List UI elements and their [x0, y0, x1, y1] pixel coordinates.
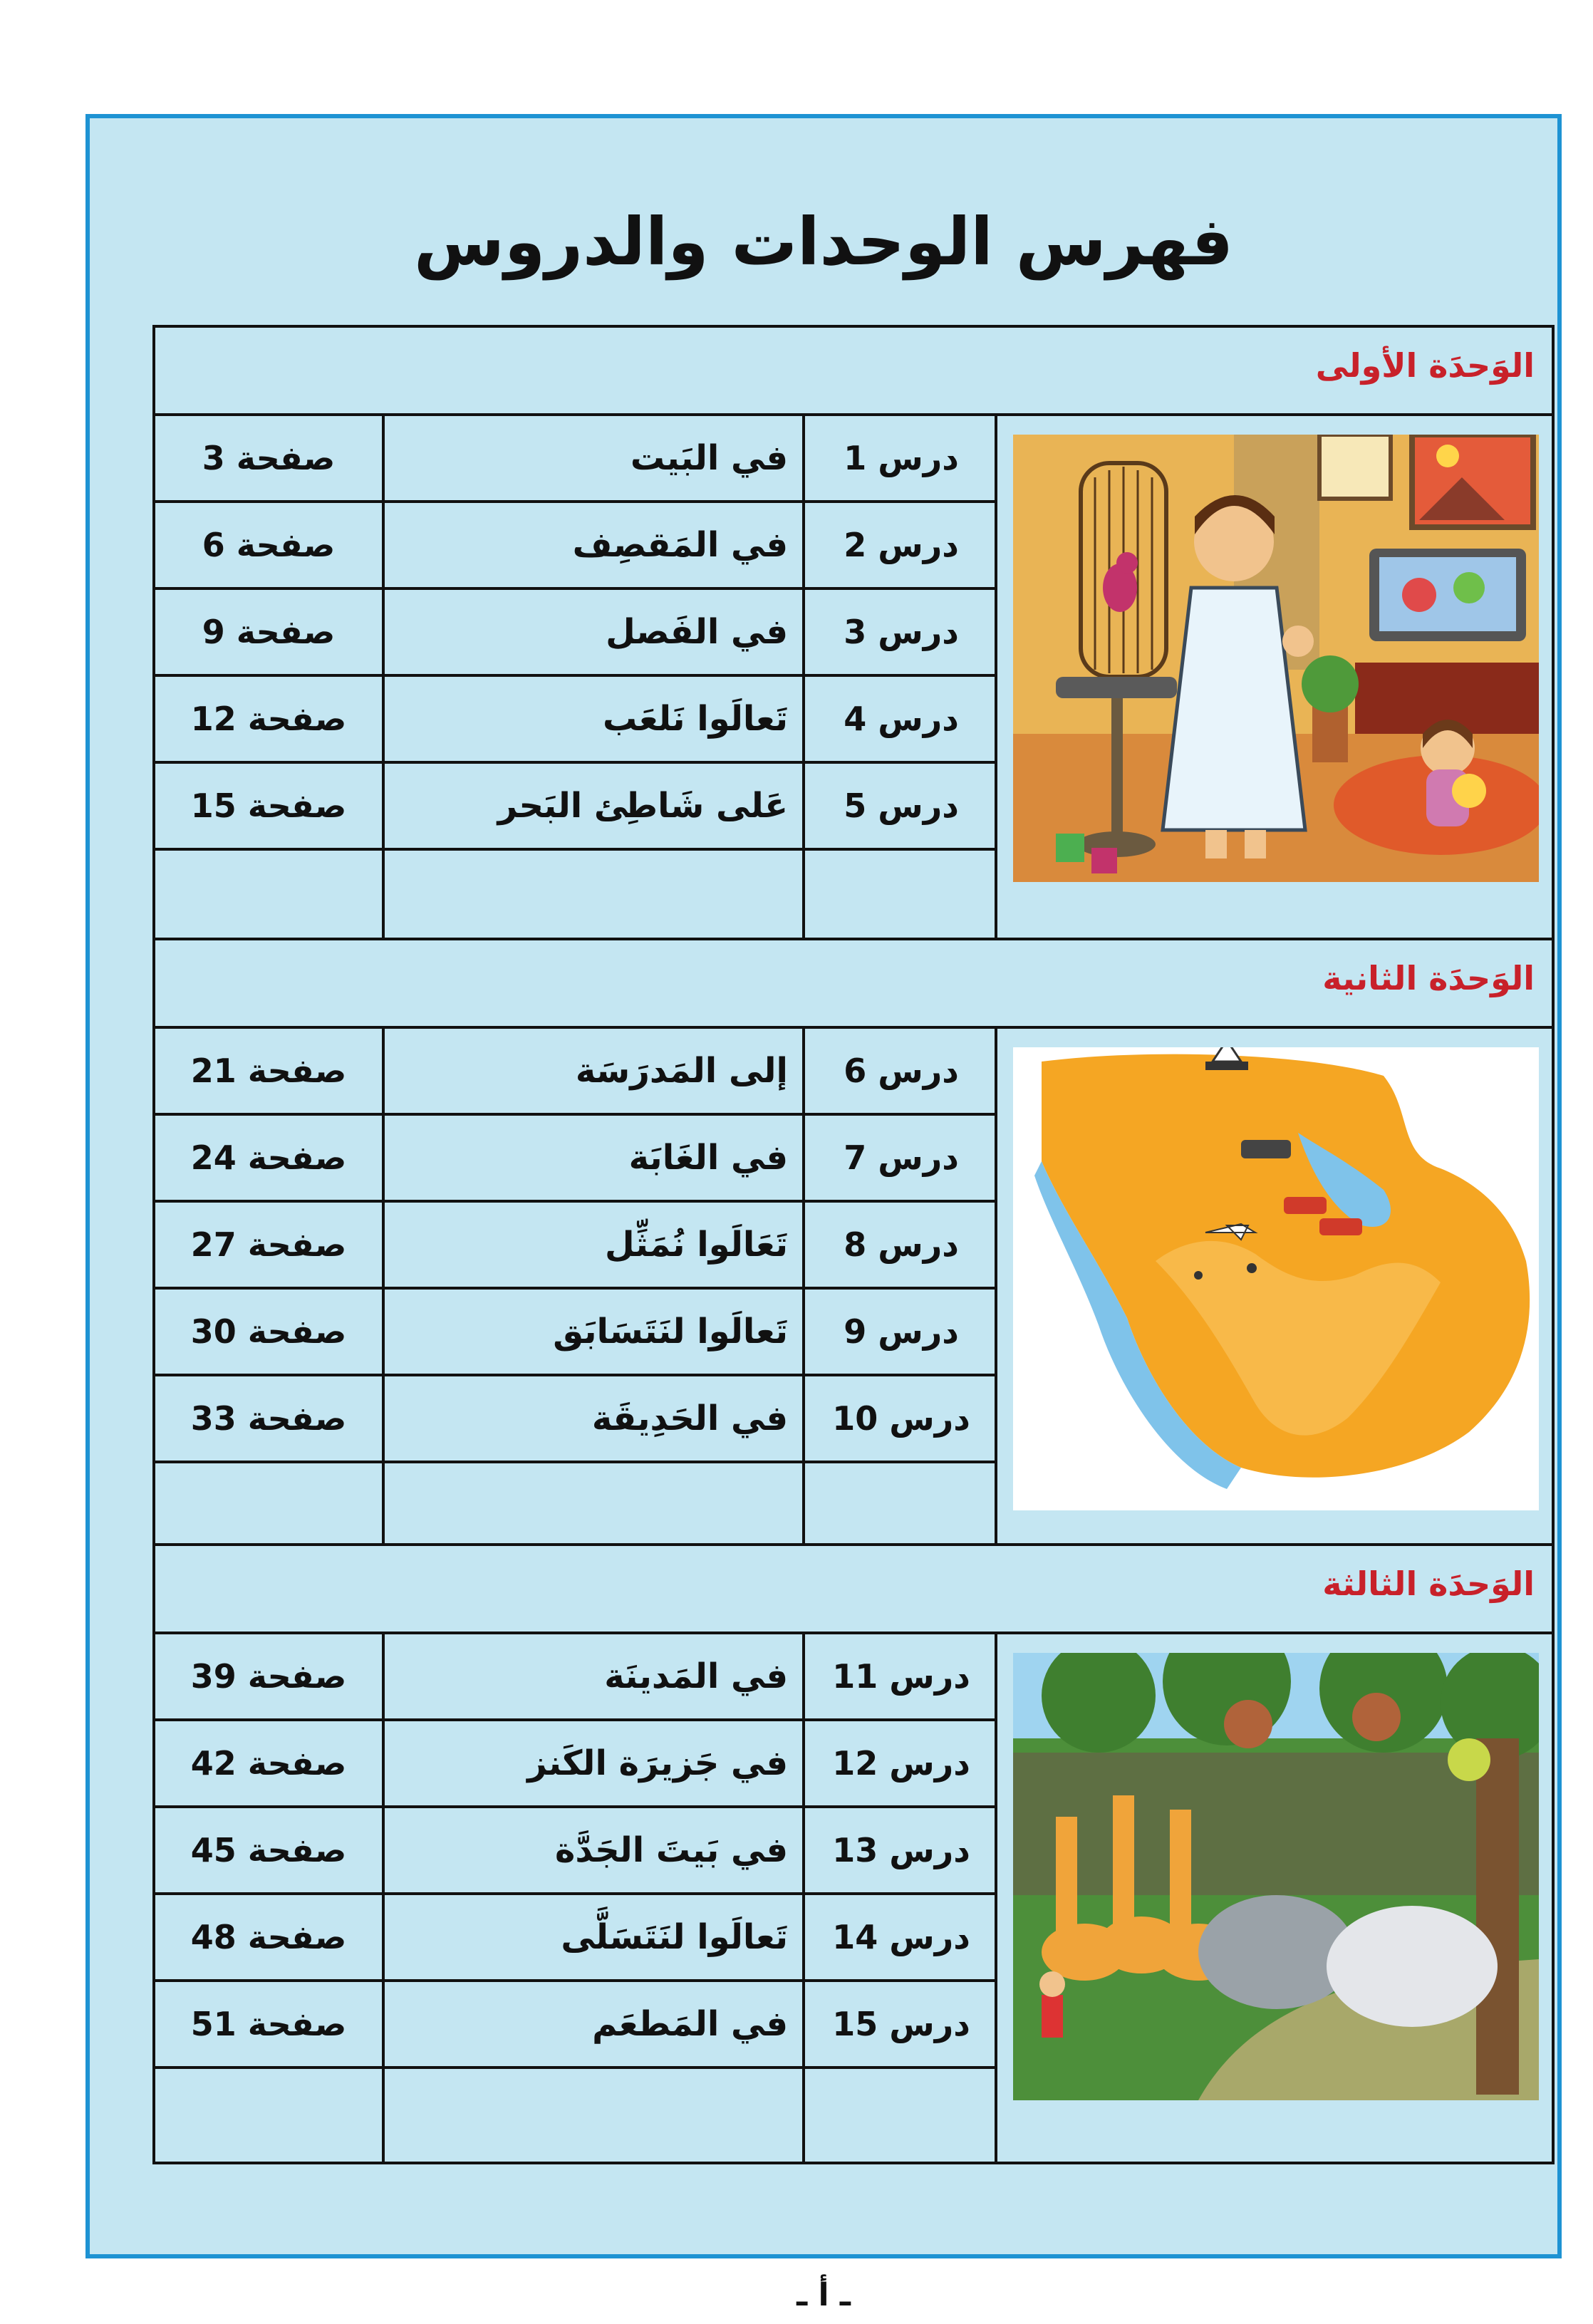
unit-3-header	[155, 1546, 1552, 1634]
page-number: ـ أ ـ	[796, 2277, 851, 2313]
lesson-number: درس 8	[844, 1225, 959, 1264]
lesson-number: درس 11	[832, 1657, 970, 1696]
lesson-page: صفحة 21	[155, 1029, 385, 1113]
unit-1-table	[152, 325, 1555, 946]
lesson-title: تَعالَوا نَلعَب	[385, 677, 805, 761]
lesson-title: في الحَدِيقَة	[385, 1376, 805, 1461]
lesson-row	[155, 1376, 997, 1463]
unit-3-lessons	[155, 1634, 997, 2162]
lesson-row	[155, 1203, 997, 1290]
lesson-row	[155, 1982, 997, 2069]
empty-cell	[155, 851, 385, 943]
empty-cell	[155, 2069, 385, 2162]
lesson-number: درس 15	[832, 2005, 970, 2043]
lesson-page: صفحة 27	[155, 1203, 385, 1287]
empty-row	[155, 2069, 997, 2162]
lesson-page: صفحة 15	[155, 764, 385, 848]
lesson-page: صفحة 48	[155, 1895, 385, 1979]
lesson-row	[155, 1721, 997, 1808]
lesson-row	[155, 1895, 997, 1982]
lesson-page: صفحة 3	[155, 416, 385, 500]
empty-cell	[805, 851, 997, 943]
lesson-row	[155, 677, 997, 764]
lesson-number: درس 1	[844, 439, 959, 477]
lesson-row	[155, 1290, 997, 1376]
lesson-page: صفحة 33	[155, 1376, 385, 1461]
lesson-page: صفحة 12	[155, 677, 385, 761]
empty-cell	[805, 1463, 997, 1556]
lesson-page: صفحة 42	[155, 1721, 385, 1805]
lesson-title: تَعالَوا لنَتَسَابَق	[385, 1290, 805, 1374]
lesson-number: درس 13	[832, 1831, 970, 1869]
lesson-page: صفحة 45	[155, 1808, 385, 1892]
lesson-number: درس 5	[844, 787, 959, 825]
lesson-title: في بَيتَ الجَدَّة	[385, 1808, 805, 1892]
lesson-title: في المَدينَة	[385, 1634, 805, 1718]
lesson-page: صفحة 24	[155, 1116, 385, 1200]
lesson-page: صفحة 9	[155, 590, 385, 674]
lesson-number: درس 12	[832, 1744, 970, 1783]
lesson-page: صفحة 30	[155, 1290, 385, 1374]
lesson-row	[155, 503, 997, 590]
page-title: فهرس الوحدات والدروس	[414, 204, 1233, 280]
unit-3-body	[155, 1634, 1552, 2162]
lesson-row	[155, 1808, 997, 1895]
lesson-title: في البَيت	[385, 416, 805, 500]
unit-1-header	[155, 328, 1552, 416]
lesson-page: صفحة 39	[155, 1634, 385, 1718]
unit-1-title: الوَحدَة الأولى	[1315, 346, 1535, 385]
lesson-number: درس 4	[844, 700, 959, 738]
lesson-title: في جَزيرَة الكَنز	[385, 1721, 805, 1805]
empty-cell	[385, 2069, 805, 2162]
lesson-row	[155, 416, 997, 503]
lesson-row	[155, 590, 997, 677]
zoo-scene-illustration	[1013, 1653, 1539, 2100]
unit-3-illustration	[995, 1634, 1552, 2162]
lesson-title: في المَطعَم	[385, 1982, 805, 2066]
home-scene-illustration	[1013, 435, 1539, 882]
lesson-title: في المَقصِف	[385, 503, 805, 587]
lesson-title: عَلى شَاطِئ البَحر	[385, 764, 805, 848]
lesson-page: صفحة 51	[155, 1982, 385, 2066]
lesson-number: درس 6	[844, 1052, 959, 1090]
lesson-title: تَعالَوا لنَتَسَلَّى	[385, 1895, 805, 1979]
unit-2-body	[155, 1029, 1552, 1556]
lesson-number: درس 10	[832, 1399, 970, 1438]
unit-2-illustration	[995, 1029, 1552, 1556]
lesson-row	[155, 1029, 997, 1116]
index-page	[85, 114, 1562, 2313]
unit-2-header	[155, 940, 1552, 1029]
empty-cell	[385, 851, 805, 943]
unit-1-body	[155, 416, 1552, 943]
lesson-row	[155, 1634, 997, 1721]
unit-2-lessons	[155, 1029, 997, 1556]
lesson-number: درس 14	[832, 1918, 970, 1956]
empty-cell	[385, 1463, 805, 1556]
lesson-title: في الغَابَة	[385, 1116, 805, 1200]
lesson-title: تَعَالَوا نُمَثِّل	[385, 1203, 805, 1287]
lesson-number: درس 7	[844, 1138, 959, 1177]
lesson-number: درس 3	[844, 613, 959, 651]
unit-3-title: الوَحدَة الثالثة	[1322, 1565, 1535, 1603]
unit-3-table	[152, 1543, 1555, 2164]
map-illustration	[1013, 1047, 1539, 1510]
empty-cell	[155, 1463, 385, 1556]
empty-row	[155, 1463, 997, 1556]
lesson-page: صفحة 6	[155, 503, 385, 587]
lesson-title: في الفَصل	[385, 590, 805, 674]
empty-cell	[805, 2069, 997, 2162]
unit-1-lessons	[155, 416, 997, 943]
unit-1-illustration	[995, 416, 1552, 943]
lesson-title: إلى المَدرَسَة	[385, 1029, 805, 1113]
lesson-number: درس 9	[844, 1312, 959, 1351]
unit-2-title: الوَحدَة الثانية	[1322, 959, 1535, 997]
empty-row	[155, 851, 997, 943]
lesson-row	[155, 764, 997, 851]
lesson-number: درس 2	[844, 526, 959, 564]
unit-2-table	[152, 938, 1555, 1559]
lesson-row	[155, 1116, 997, 1203]
